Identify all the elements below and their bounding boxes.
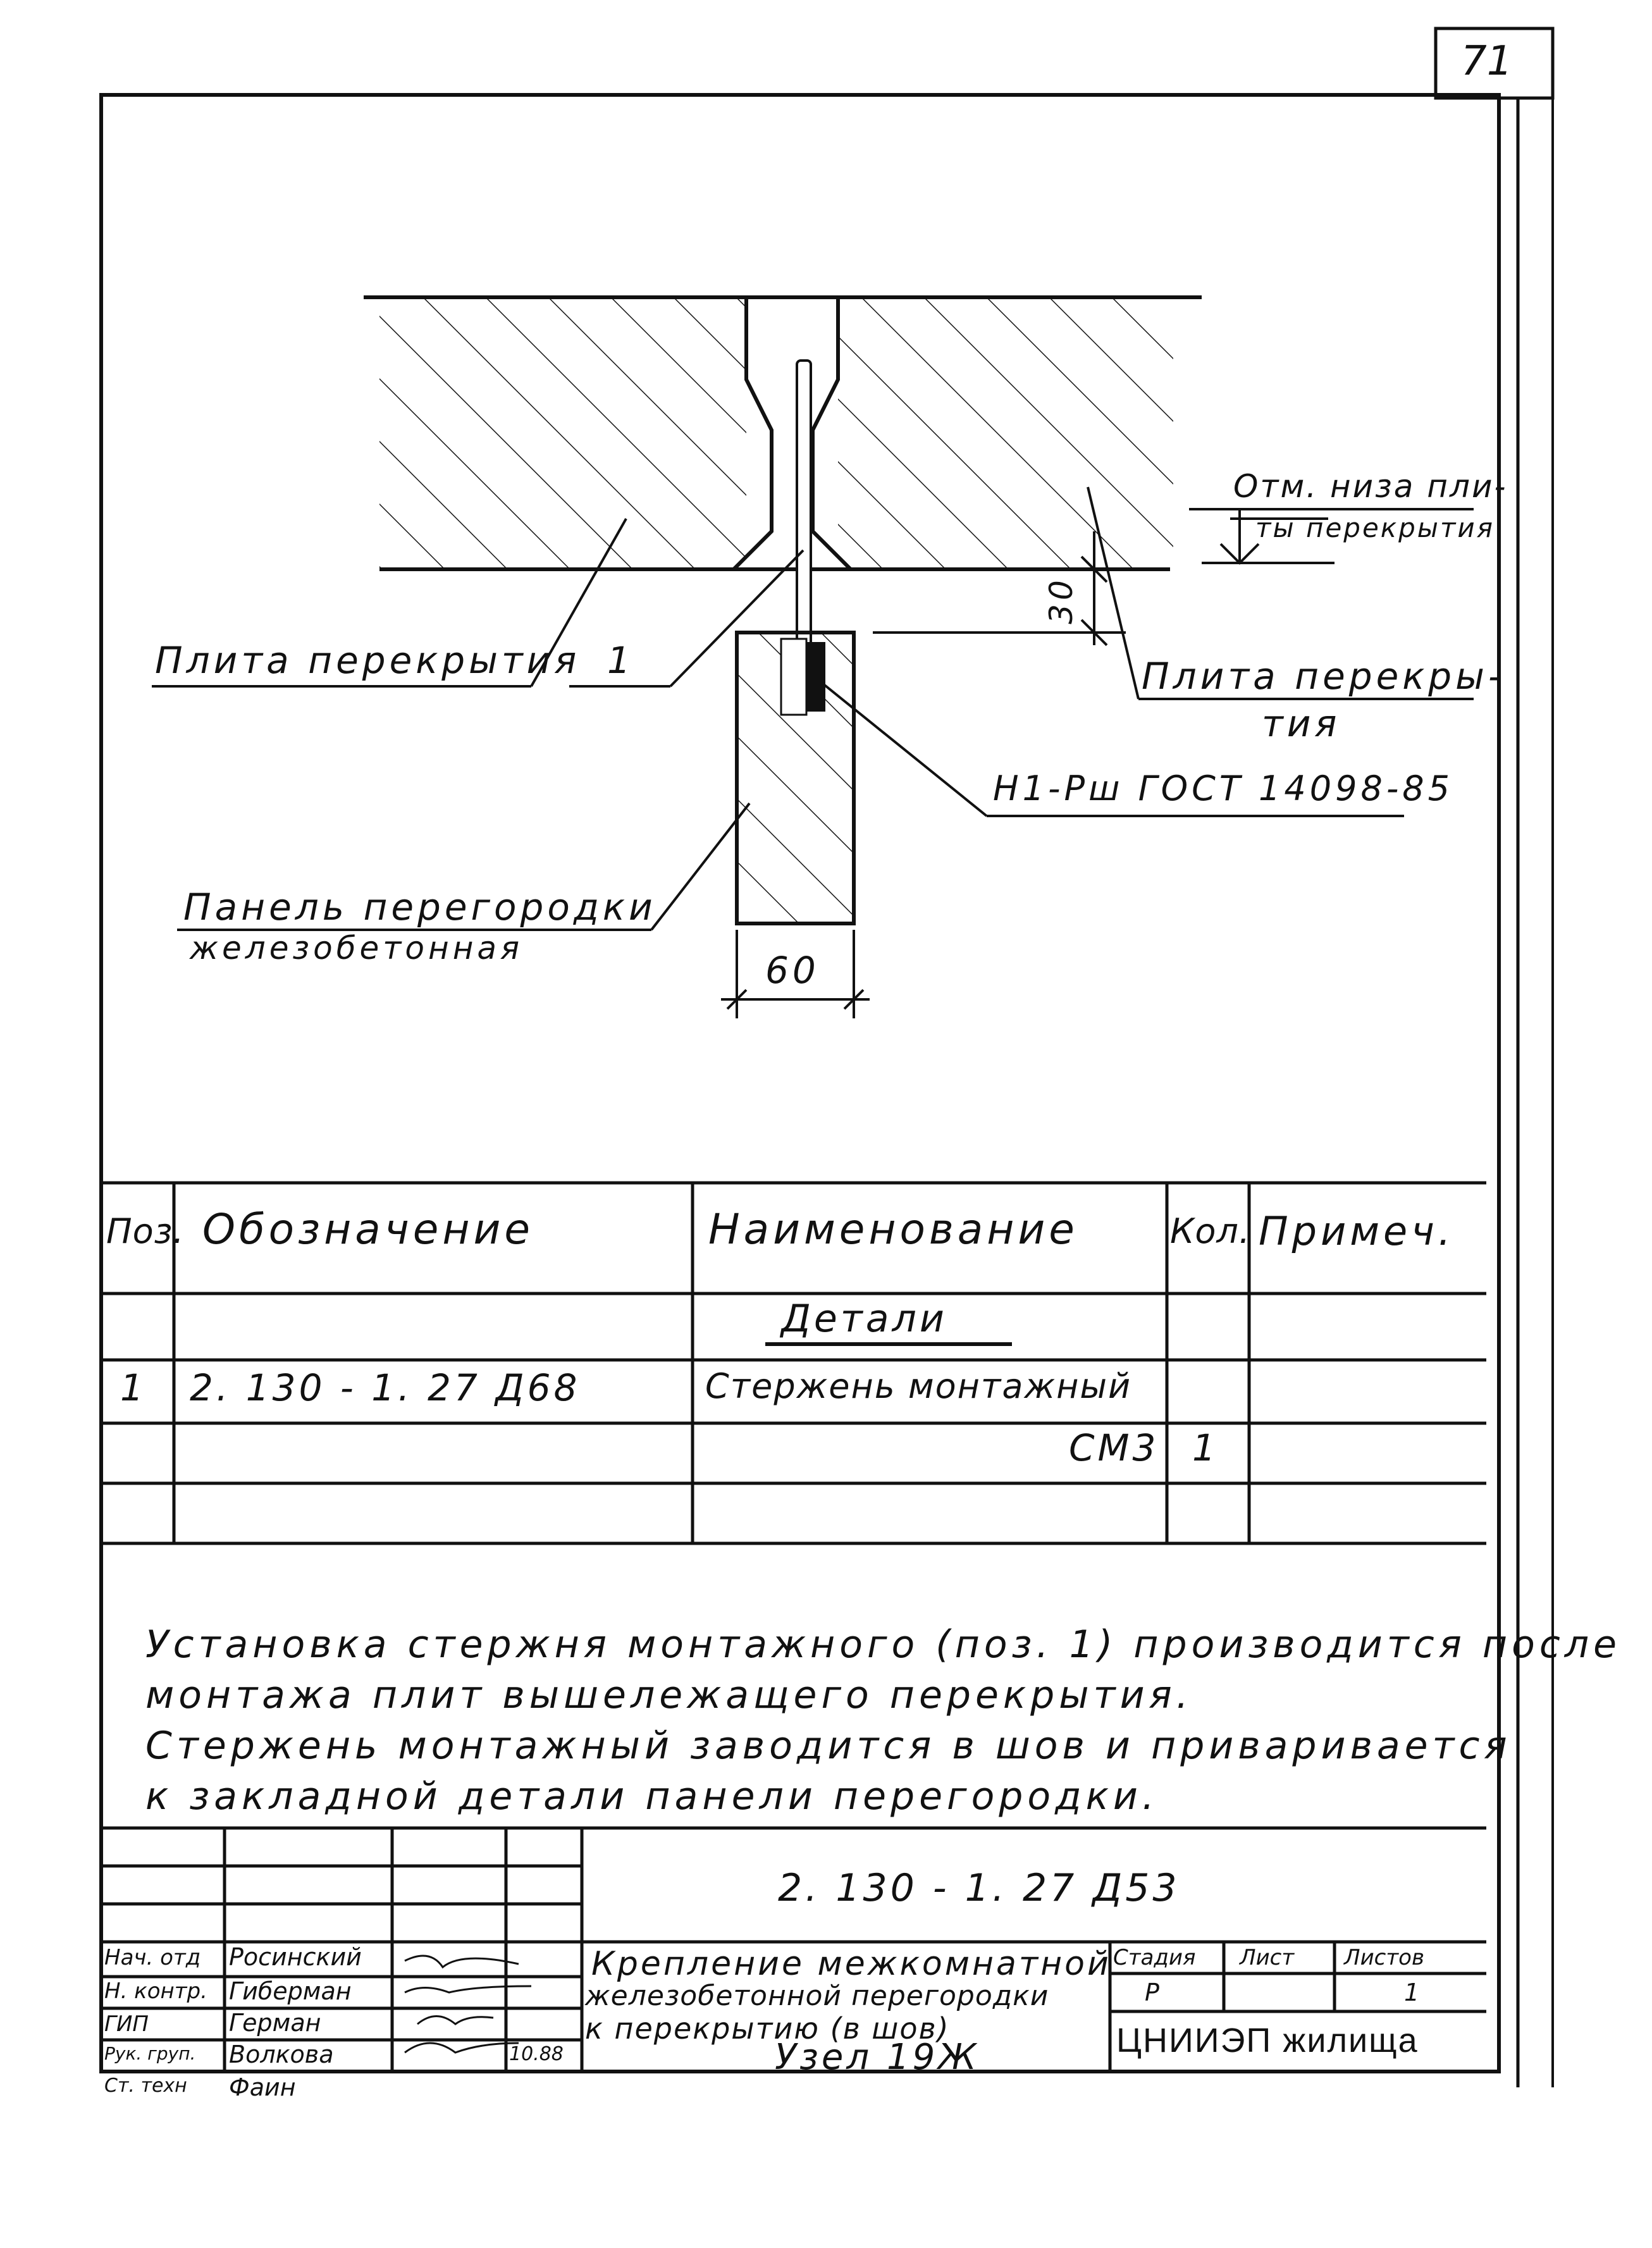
dimension-30: 30 <box>1042 576 1080 624</box>
header-pos: Поз. <box>106 1211 185 1251</box>
name-3: Герман <box>229 2009 321 2037</box>
stage-label: Стадия <box>1113 1945 1196 1970</box>
row2-name: СМ3 <box>1069 1426 1159 1469</box>
organization: ЦНИИЭП жилища <box>1116 2022 1419 2060</box>
sheets-label: Листов <box>1344 1945 1425 1970</box>
note-line-4: к закладной детали панели перегородки. <box>145 1774 1159 1819</box>
title-line-2: железобетонной перегородки <box>585 1980 1049 2012</box>
floor-slab-left <box>379 297 746 569</box>
slab-right-label-1: Плита перекры- <box>1142 655 1505 698</box>
note-line-3: Стержень монтажный заводится в шов и приваривается <box>145 1724 1512 1768</box>
role-4: Рук. груп. <box>104 2043 196 2064</box>
level-label-2: ты перекрытия <box>1255 512 1495 543</box>
name-2: Гиберман <box>229 1977 352 2005</box>
title-line-3: к перекрытию (в шов) <box>585 2011 950 2046</box>
name-4: Волкова <box>229 2041 334 2068</box>
name-5: Фаин <box>229 2073 296 2101</box>
role-5: Ст. техн <box>104 2075 187 2097</box>
slab-right-label-2: тия <box>1262 702 1341 745</box>
header-designation: Обозначение <box>202 1205 534 1254</box>
role-1: Нач. отд <box>104 1945 201 1970</box>
panel-label-2: железобетонная <box>190 930 524 967</box>
weld-label: Н1-Рш ГОСТ 14098-85 <box>993 769 1454 808</box>
row1-designation: 2. 130 - 1. 27 Д68 <box>190 1366 581 1409</box>
note-line-1: Установка стержня монтажного (поз. 1) производится после <box>145 1622 1622 1667</box>
panel-label-1: Панель перегородки <box>183 886 656 929</box>
header-note: Примеч. <box>1259 1208 1455 1254</box>
role-2: Н. контр. <box>104 1979 207 2004</box>
slab-left-label: Плита перекрытия <box>155 639 581 682</box>
title-line-1: Крепление межкомнатной <box>591 1945 1111 1983</box>
date: 10.88 <box>509 2043 564 2065</box>
dimension-60: 60 <box>765 949 820 992</box>
level-label-1: Отм. низа пли- <box>1233 468 1508 505</box>
row1-name: Стержень монтажный <box>705 1366 1132 1406</box>
note-line-2: монтажа плит вышележащего перекрытия. <box>145 1673 1193 1717</box>
row2-qty: 1 <box>1192 1426 1219 1469</box>
header-name: Наименование <box>708 1205 1078 1254</box>
node-label: Узел 19Ж <box>775 2037 980 2078</box>
partition-panel <box>737 633 854 923</box>
position-tag: 1 <box>607 639 634 682</box>
sheet-label: Лист <box>1240 1945 1295 1970</box>
row1-pos: 1 <box>120 1366 147 1409</box>
role-3: ГИП <box>104 2011 149 2037</box>
stage-value: Р <box>1145 1979 1159 2006</box>
document-code: 2. 130 - 1. 27 Д53 <box>778 1866 1180 1910</box>
floor-slab-right <box>838 297 1173 569</box>
page-number: 71 <box>1461 38 1513 85</box>
header-qty: Кол. <box>1170 1211 1251 1251</box>
section-details: Детали <box>781 1297 947 1341</box>
sheets-value: 1 <box>1404 1979 1420 2006</box>
signatures <box>392 1942 582 2075</box>
name-1: Росинский <box>229 1943 362 1971</box>
mounting-rod <box>797 361 811 677</box>
